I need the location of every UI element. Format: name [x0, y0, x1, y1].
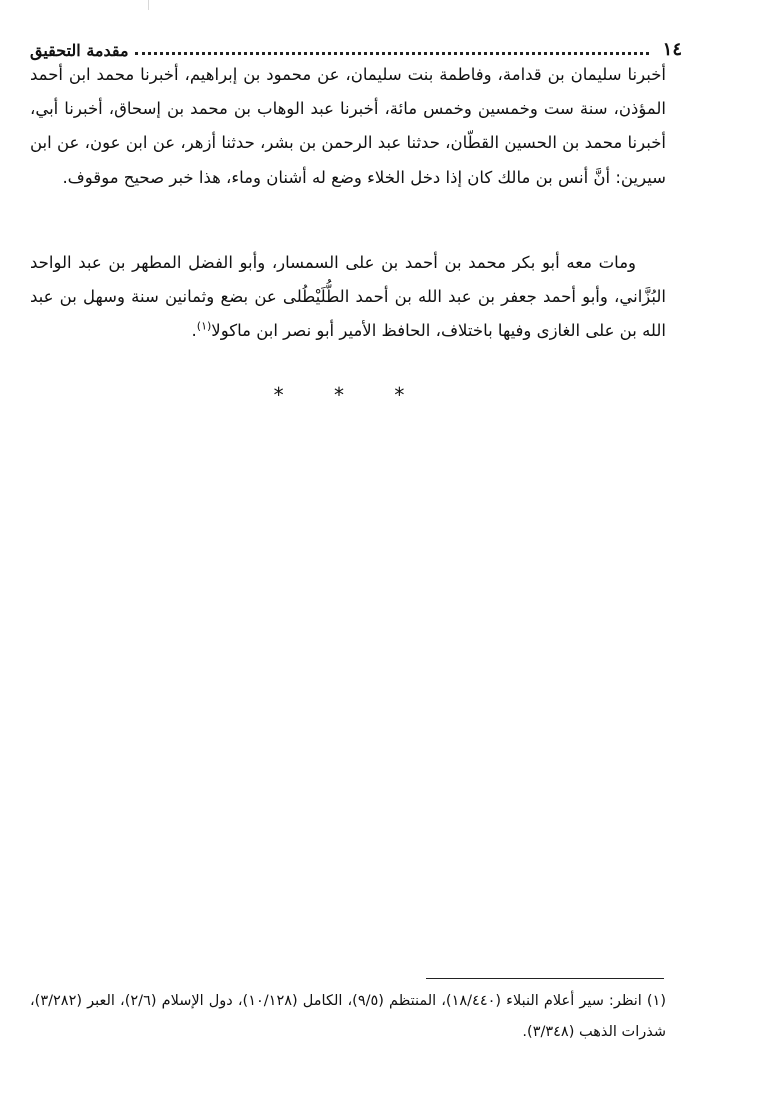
- crop-mark: [148, 0, 149, 10]
- footnote-divider: [426, 978, 664, 979]
- page-header: [30, 34, 682, 60]
- body-paragraph-2: [30, 246, 666, 349]
- section-separator-stars: * * *: [273, 383, 427, 407]
- header-dot-leader: [135, 38, 649, 55]
- body-paragraph-1: أخبرنا سليمان بن قدامة، وفاطمة بنت سليمان، عن محمود بن إبراهيم، أخبرنا محمد ابن أحمد المؤذن، سنة ست وخمسين وخمس مائة، أخبرنا عبد الوهاب بن محمد بن إسحاق، أخبرنا أبي، أخبرنا محمد بن الحسين القطّان، حدثنا عبد الرحمن بن بشر، حدثنا أزهر، عن ابن عون، عن ابن سيرين: أنَّ أنس بن مالك كان إذا دخل الخلاء وضع له أشنان وماء، هذا خبر صحيح موقوف.: [30, 65, 666, 187]
- page-number: ١٤: [662, 39, 682, 60]
- body-paragraph-2-text: ومات معه أبو بكر محمد بن أحمد بن على السمسار، وأبو الفضل المطهر بن عبد الواحد البُزَّاني، وأبو أحمد جعفر بن عبد الله بن أحمد الطُّلَيْطُلى عن بضع وثمانين سنة وسهل بن عبد الله بن على الغازى وفيها باختلاف، الحافظ الأمير أبو نصر ابن ماكولا: [30, 253, 666, 341]
- footnote: (١) انظر: سير أعلام النبلاء (١٨/٤٤٠)، المنتظم (٩/٥)، الكامل (١٠/١٢٨)، دول الإسلام (٢/٦)، العبر (٣/٢٨٢)، شذرات الذهب (٣/٣٤٨).: [30, 993, 666, 1040]
- section-title: مقدمة التحقيق: [30, 41, 129, 60]
- footnote-reference: (١): [196, 319, 212, 333]
- paragraph-end-mark: .: [191, 321, 197, 341]
